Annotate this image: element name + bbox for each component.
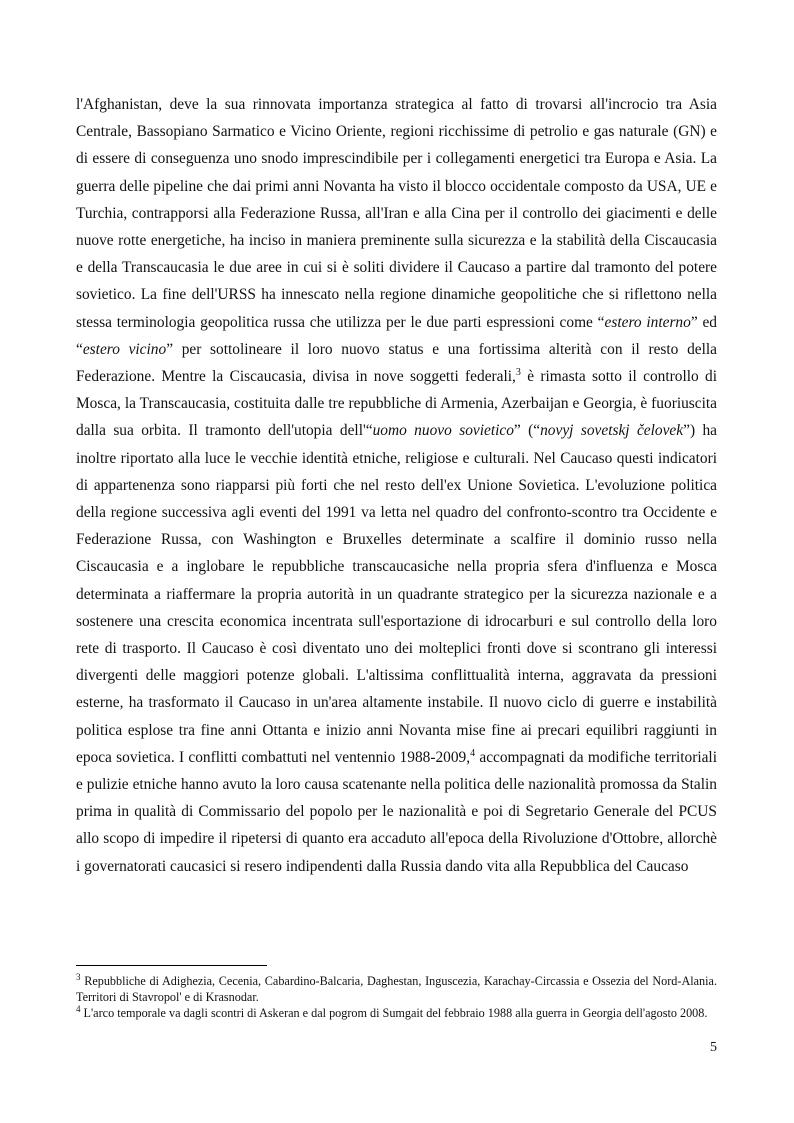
italic-term-uomo-nuovo-sovietico: uomo nuovo sovietico <box>372 422 514 440</box>
footnote-ref-4[interactable]: 4 <box>470 747 476 759</box>
footnote-ref-3[interactable]: 3 <box>515 366 521 378</box>
footnote-text: L'arco temporale va dagli scontri di Askeran e dal pogrom di Sumgait del febbraio 1988 alla guerra in Georgia dell'agosto 2008. <box>80 1006 708 1020</box>
text-run: l'Afghanistan, deve la sua rinnovata importanza strategica al fatto di trovarsi all'incrocio tra Asia Centrale, Bassopiano Sarmatico e Vicino Oriente, regioni ricchissime di petrolio e gas naturale (GN) e di essere di conseguenza uno snodo imprescindibile per i collegamenti energetici tra Europa e Asia. La guerra delle pipeline che dai primi anni Novanta ha visto il blocco occidentale composto da USA, UE e Turchia, contrapporsi alla Federazione Russa, all'Iran e alla Cina per il controllo dei giacimenti e delle nuove rotte energetiche, ha inciso in maniera preminente sulla sicurezza e la stabilità della Ciscaucasia e della Transcaucasia le due aree in cui si è soliti dividere il Caucaso a partire dal tramonto del potere sovietico. La fine dell'URSS ha innescato nella regione dinamiche geopolitiche che si riflettono nella stessa terminologia geopolitica russa che utilizza per le due parti espressioni come “ <box>76 96 717 331</box>
text-run: ” (“ <box>513 422 541 440</box>
footnote-number: 4 <box>76 1003 81 1014</box>
footnote-number: 3 <box>76 971 81 982</box>
italic-term-estero-vicino: estero vicino <box>82 340 167 358</box>
italic-term-novyj-sovetskj-celovek: novyj sovetskj čelovek <box>540 422 684 440</box>
text-run: ”) ha inoltre riportato alla luce le vecchie identità etniche, religiose e culturali. Nel Caucaso questi indicatori di appartenenza sono riapparsi più forti che nel resto dell'ex Unione Sovietica. L'evoluzione politica della regione successiva agli eventi del 1991 va letta nel quadro del confronto-scontro tra Occidente e Federazione Russa, con Washington e Bruxelles determinate a scalfire il dominio russo nella Ciscaucasia e a inglobare le repubbliche transcaucasiche nella propria sfera d'influenza e Mosca determinata a riaffermare la propria autorità in un quadrante strategico per la sicurezza nazionale e a sostenere una crescita economica incentrata sull'esportazione di idrocarburi e sul controllo della loro rete di trasporto. Il Caucaso è così diventato uno dei molteplici fronti dove si scontrano gli interessi divergenti delle maggiori potenze globali. L'altissima conflittualità interna, aggravata da pressioni esterne, ha trasformato il Caucaso in un'area altamente instabile. Il nuovo ciclo di guerre e instabilità politica esplose tra fine anni Ottanta e inizio anni Novanta mise fine ai precari equilibri raggiunti in epoca sovietica. I conflitti combattuti nel ventennio 1988-2009, <box>76 422 717 766</box>
text-run: ” per sottolineare il loro nuovo status e una fortissima alterità con il resto della Federazione. Mentre la Ciscaucasia, divisa in nove soggetti federali, <box>76 340 717 386</box>
text-run: è rimasta sotto il controllo di Mosca, la Transcaucasia, costituita dalle tre repubbliche di Armenia, Azerbaijan e Georgia, è fuoriuscita dalla sua orbita. Il tramonto dell'utopia dell'“ <box>76 368 717 440</box>
footnote-text: Repubbliche di Adighezia, Cecenia, Cabardino-Balcaria, Daghestan, Inguscezia, Karachay-Circassia e Ossezia del Nord-Alania. Territori di Stavropol' e di Krasnodar. <box>76 974 717 1004</box>
italic-term-estero-interno: estero interno <box>604 313 691 331</box>
main-paragraph <box>76 91 717 880</box>
footnotes <box>76 973 717 1021</box>
footnote-4 <box>76 1005 717 1021</box>
text-run: ” ed “ <box>76 313 717 358</box>
body-text <box>76 91 717 880</box>
footnote-3 <box>76 973 717 1005</box>
text-run: accompagnati da modifiche territoriali e pulizie etniche hanno avuto la loro causa scatenante nella politica delle nazionalità promossa da Stalin prima in qualità di Commissario del popolo per le nazionalità e poi di Segretario Generale del PCUS allo scopo di impedire il ripetersi di quanto era accaduto all'epoca della Rivoluzione d'Ottobre, allorchè i governatorati caucasici si resero indipendenti dalla Russia dando vita alla Repubblica del Caucaso <box>76 748 717 875</box>
footnote-separator <box>76 965 267 966</box>
page-number: 5 <box>710 1040 717 1055</box>
